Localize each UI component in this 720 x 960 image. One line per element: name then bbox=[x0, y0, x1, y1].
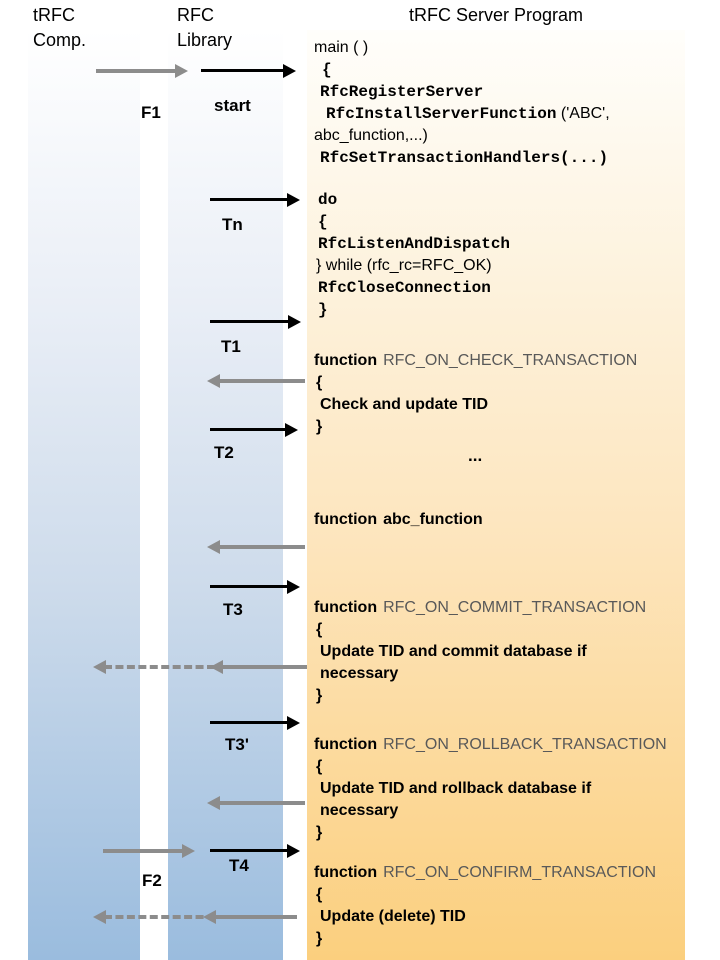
arrow-rollback-return-server-to-library bbox=[207, 796, 305, 810]
code-rfc-install-server-function bbox=[326, 104, 610, 124]
function-name-confirm: RFC_ON_CONFIRM_TRANSACTION bbox=[383, 864, 656, 881]
code-commit-body1: Update TID and commit database if bbox=[320, 643, 587, 660]
code-check-open: { bbox=[316, 374, 323, 391]
keyword-function: function bbox=[314, 736, 378, 753]
label-f2: F2 bbox=[142, 871, 162, 890]
arrow-tn-library-to-server bbox=[210, 193, 300, 207]
label-start: start bbox=[214, 96, 251, 115]
code-main-signature: main ( ) bbox=[314, 39, 369, 56]
code-check-function-header bbox=[314, 351, 637, 371]
code-rollback-close: } bbox=[316, 824, 323, 841]
code-rfc-set-transaction-handlers: RfcSetTransactionHandlers(...) bbox=[320, 149, 609, 167]
label-t3: T3 bbox=[223, 600, 243, 619]
keyword-function: function bbox=[314, 864, 378, 881]
arrow-confirm-dashed-library-to-comp bbox=[93, 910, 215, 924]
lane-rfc-library bbox=[168, 30, 283, 960]
code-main-close-brace: } bbox=[318, 301, 328, 319]
code-loop-open: { bbox=[318, 213, 328, 231]
arrow-f1-comp-to-library bbox=[96, 64, 188, 78]
code-confirm-body: Update (delete) TID bbox=[320, 908, 466, 925]
label-f1: F1 bbox=[141, 103, 161, 122]
code-install-args: ('ABC', bbox=[556, 105, 610, 122]
lane-title-trfc-comp-line2: Comp. bbox=[33, 30, 87, 50]
lane-title-trfc-server: tRFC Server Program bbox=[408, 5, 584, 25]
code-check-close: } bbox=[316, 418, 323, 435]
code-rfc-close-connection: RfcCloseConnection bbox=[318, 279, 491, 297]
lane-title-trfc-comp-line1: tRFC bbox=[33, 5, 75, 25]
label-tn: Tn bbox=[222, 215, 243, 234]
arrow-t1-library-to-server bbox=[210, 315, 301, 329]
code-commit-body2: necessary bbox=[320, 665, 399, 682]
lane-title-rfc-library-line1: RFC bbox=[177, 5, 214, 25]
arrow-commit-dashed-library-to-comp bbox=[93, 660, 215, 674]
arrow-t2-library-to-server bbox=[210, 423, 298, 437]
code-install-args-wrap: abc_function,...) bbox=[314, 127, 428, 144]
code-rollback-function-header bbox=[314, 735, 667, 755]
code-main-open-brace: { bbox=[322, 61, 332, 79]
label-t3prime: T3' bbox=[225, 735, 249, 754]
arrow-start-library-to-server bbox=[201, 64, 296, 78]
keyword-function: function bbox=[314, 511, 378, 528]
arrow-check-return-server-to-library bbox=[207, 374, 305, 388]
code-confirm-close: } bbox=[316, 930, 323, 947]
code-check-body: Check and update TID bbox=[320, 396, 489, 413]
code-while-condition: } while (rfc_rc=RFC_OK) bbox=[316, 257, 492, 274]
code-rfc-register-server: RfcRegisterServer bbox=[320, 83, 484, 101]
label-t4: T4 bbox=[229, 856, 249, 875]
code-do: do bbox=[318, 191, 338, 209]
keyword-function: function bbox=[314, 352, 378, 369]
code-commit-open: { bbox=[316, 621, 323, 638]
code-install-call: RfcInstallServerFunction bbox=[326, 105, 557, 123]
arrow-t3-library-to-server bbox=[210, 580, 300, 594]
code-rollback-body2: necessary bbox=[320, 802, 399, 819]
code-rfc-listen-and-dispatch: RfcListenAndDispatch bbox=[318, 235, 511, 253]
arrow-commit-return-server-to-library bbox=[210, 660, 307, 674]
label-t1: T1 bbox=[221, 337, 241, 356]
arrow-f2-comp-to-library bbox=[103, 844, 195, 858]
function-name-check: RFC_ON_CHECK_TRANSACTION bbox=[383, 352, 638, 369]
function-name-abc: abc_function bbox=[383, 511, 483, 528]
code-commit-close: } bbox=[316, 687, 323, 704]
keyword-function: function bbox=[314, 599, 378, 616]
arrow-confirm-return-server-to-library bbox=[203, 910, 297, 924]
code-confirm-open: { bbox=[316, 886, 323, 903]
arrow-abc-return-server-to-library bbox=[207, 540, 305, 554]
arrow-t4-library-to-server bbox=[210, 844, 300, 858]
ellipsis: ... bbox=[468, 446, 483, 465]
code-confirm-function-header bbox=[314, 863, 656, 883]
code-rollback-body1: Update TID and rollback database if bbox=[320, 780, 592, 797]
label-t2: T2 bbox=[214, 443, 234, 462]
code-abc-function-header bbox=[314, 510, 483, 530]
arrow-t3prime-library-to-server bbox=[210, 716, 300, 730]
function-name-commit: RFC_ON_COMMIT_TRANSACTION bbox=[383, 599, 647, 616]
code-rollback-open: { bbox=[316, 758, 323, 775]
lane-trfc-component bbox=[28, 30, 140, 960]
code-commit-function-header bbox=[314, 598, 646, 618]
lane-title-rfc-library-line2: Library bbox=[177, 30, 233, 50]
function-name-rollback: RFC_ON_ROLLBACK_TRANSACTION bbox=[383, 736, 667, 753]
